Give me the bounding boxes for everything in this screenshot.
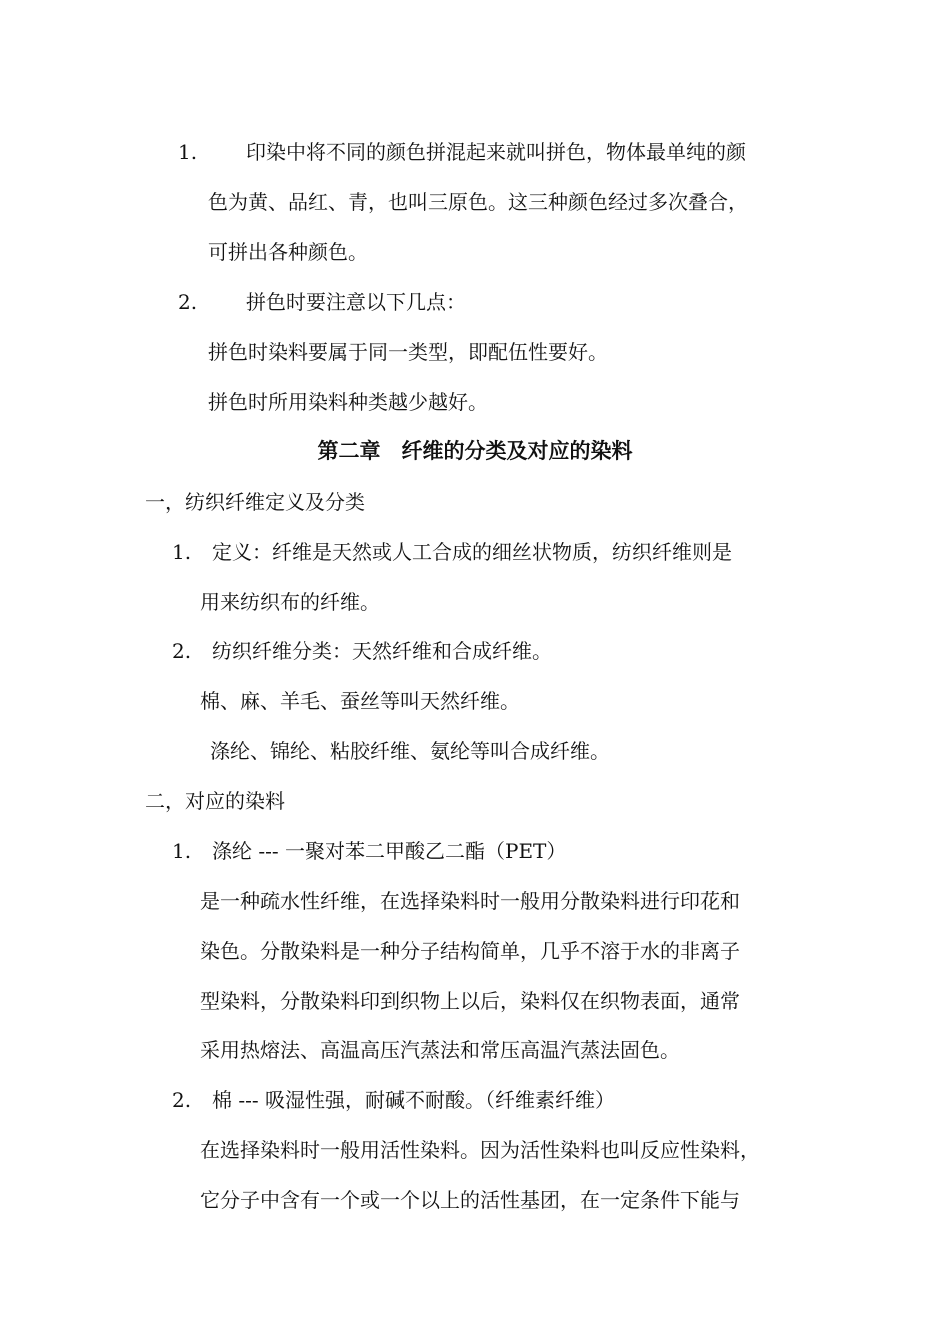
item-title: 涤纶 --- 一聚对苯二甲酸乙二酯（PET） [212,839,567,863]
section-heading: 二，对应的染料 [145,789,285,813]
list-number: 1. [172,839,192,863]
paragraph-line: 色为黄、品红、青，也叫三原色。这三种颜色经过多次叠合， [208,190,748,214]
paragraph-line: 型染料，分散染料印到织物上以后，染料仅在织物表面，通常 [200,989,740,1013]
paragraph-line: 用来纺织布的纤维。 [200,590,380,614]
list-number: 1. [178,140,198,164]
paragraph-line: 定义：纤维是天然或人工合成的细丝状物质，纺织纤维则是 [212,540,732,564]
chapter-title: 第二章 纤维的分类及对应的染料 [317,439,633,463]
list-number: 2. [178,290,198,314]
paragraph-line: 是一种疏水性纤维，在选择染料时一般用分散染料进行印花和 [200,889,740,913]
paragraph-line: 采用热熔法、高温高压汽蒸法和常压高温汽蒸法固色。 [200,1038,680,1062]
list-number: 1. [172,540,192,564]
paragraph-line: 拼色时染料要属于同一类型，即配伍性要好。 [208,340,608,364]
paragraph-line: 棉、麻、羊毛、蚕丝等叫天然纤维。 [200,689,520,713]
paragraph-line: 拼色时要注意以下几点： [246,290,466,314]
paragraph-line: 它分子中含有一个或一个以上的活性基团，在一定条件下能与 [200,1188,740,1212]
item-title: 棉 --- 吸湿性强，耐碱不耐酸。（纤维素纤维） [212,1088,615,1112]
paragraph-line: 拼色时所用染料种类越少越好。 [208,390,488,414]
paragraph-line: 印染中将不同的颜色拼混起来就叫拼色，物体最单纯的颜 [246,140,746,164]
paragraph-line: 在选择染料时一般用活性染料。因为活性染料也叫反应性染料， [200,1138,760,1162]
section-heading: 一，纺织纤维定义及分类 [145,490,365,514]
paragraph-line: 可拼出各种颜色。 [208,240,368,264]
paragraph-line: 染色。分散染料是一种分子结构简单，几乎不溶于水的非离子 [200,939,740,963]
list-number: 2. [172,639,192,663]
paragraph-line: 涤纶、锦纶、粘胶纤维、氨纶等叫合成纤维。 [210,739,610,763]
paragraph-line: 纺织纤维分类：天然纤维和合成纤维。 [212,639,552,663]
list-number: 2. [172,1088,192,1112]
